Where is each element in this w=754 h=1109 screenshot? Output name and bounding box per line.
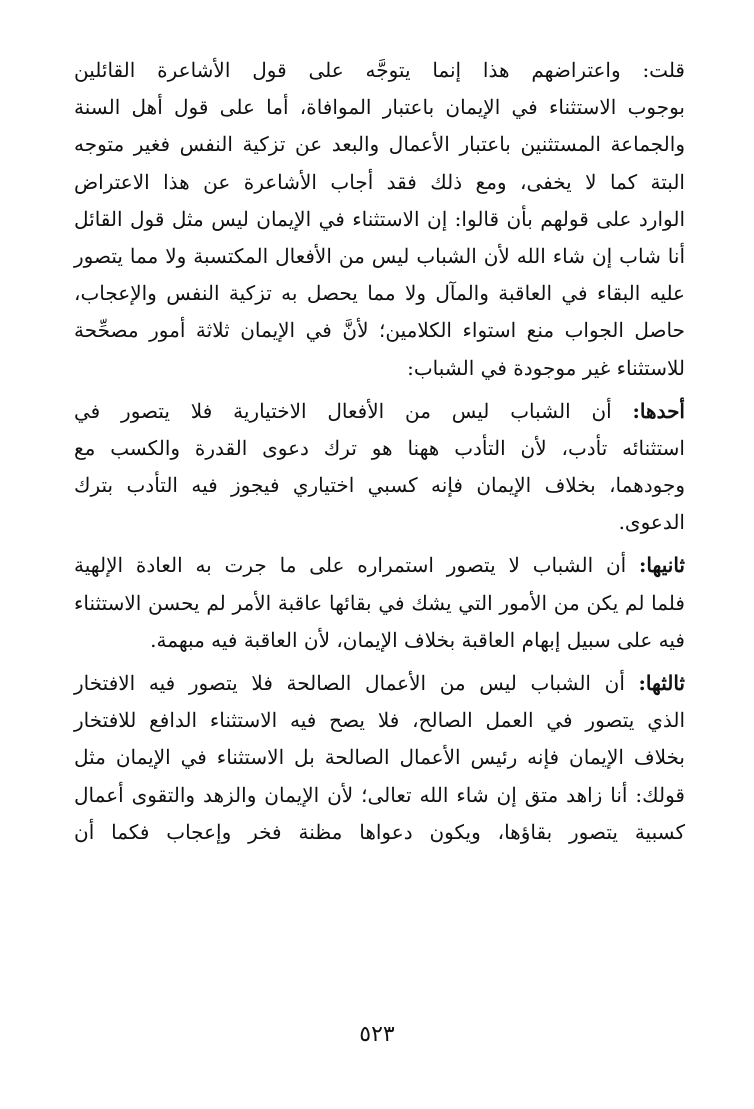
text-line: بخلاف الإيمان فإنه رئيس الأعمال الصالحة بل الاستثناء في الإيمان مثل xyxy=(74,745,685,770)
text-line: للاستثناء غير موجودة في الشباب: xyxy=(407,355,685,380)
text-line xyxy=(74,547,685,584)
text-fragment: أن الشباب ليس من الأعمال الصالحة فلا يتصور فيه الافتخار xyxy=(74,671,639,695)
text-line: أنا شاب إن شاء الله لأن الشباب ليس من الأفعال المكتسبة ولا مما يتصور xyxy=(74,243,685,268)
text-line: البتة كما لا يخفى، ومع ذلك فقد أجاب الأشاعرة عن هذا الاعتراض xyxy=(74,169,685,194)
text-fragment: أن الشباب ليس من الأفعال الاختيارية فلا يتصور في xyxy=(74,398,633,423)
text-line: كسبية يتصور بقاؤها، ويكون دعواها مظنة فخر وإعجاب فكما أن xyxy=(74,819,685,844)
text-line: بوجوب الاستثناء في الإيمان باعتبار الموافاة، أما على قول أهل السنة xyxy=(74,95,685,120)
text-fragment: أن الشباب لا يتصور استمراره على ما جرت به العادة الإلهية xyxy=(74,553,640,578)
text-line: عليه البقاء في العاقبة والمآل ولا مما يحصل به تزكية النفس والإعجاب، xyxy=(74,281,685,306)
point-heading: ثانيها: xyxy=(639,553,685,578)
paragraph-intro xyxy=(74,52,685,387)
text-line xyxy=(74,393,685,430)
paragraph-first-point xyxy=(74,393,685,542)
text-line: الوارد على قولهم بأن قالوا: إن الاستثناء في الإيمان ليس مثل قول القائل xyxy=(74,206,685,231)
page-number: ٥٢٣ xyxy=(359,1022,395,1047)
point-heading: ثالثها: xyxy=(638,671,685,695)
text-line: قلت: واعتراضهم هذا إنما يتوجَّه على قول الأشاعرة القائلين xyxy=(74,58,685,82)
text-line: قولك: أنا زاهد متق إن شاء الله تعالى؛ لأن الإيمان والزهد والتقوى أعمال xyxy=(74,782,685,807)
text-line: الدعوى. xyxy=(618,510,685,535)
paragraph-third-point xyxy=(74,665,685,851)
text-line: استثنائه تأدب، لأن التأدب ههنا هو ترك دعوى القدرة والكسب مع xyxy=(74,435,685,460)
text-line xyxy=(74,665,685,702)
page-body xyxy=(74,52,685,857)
text-line: فلما لم يكن من الأمور التي يشك في بقائها عاقبة الأمر لم يحسن الاستثناء xyxy=(74,590,685,615)
point-heading: أحدها: xyxy=(632,398,685,423)
text-line: والجماعة المستثنين باعتبار الأعمال والبعد عن تزكية النفس فغير متوجه xyxy=(74,132,685,157)
paragraph-second-point xyxy=(74,547,685,659)
text-line: الذي يتصور في العمل الصالح، فلا يصح فيه الاستثناء الدافع للافتخار xyxy=(74,708,685,733)
text-line: فيه على سبيل إبهام العاقبة بخلاف الإيمان، لأن العاقبة فيه مبهمة. xyxy=(150,627,685,652)
text-line: وجودهما، بخلاف الإيمان فإنه كسبي اختياري فيجوز فيه التأدب بترك xyxy=(74,473,685,498)
text-line: حاصل الجواب منع استواء الكلامين؛ لأنَّ في الإيمان ثلاثة أمور مصحِّحة xyxy=(74,318,685,343)
